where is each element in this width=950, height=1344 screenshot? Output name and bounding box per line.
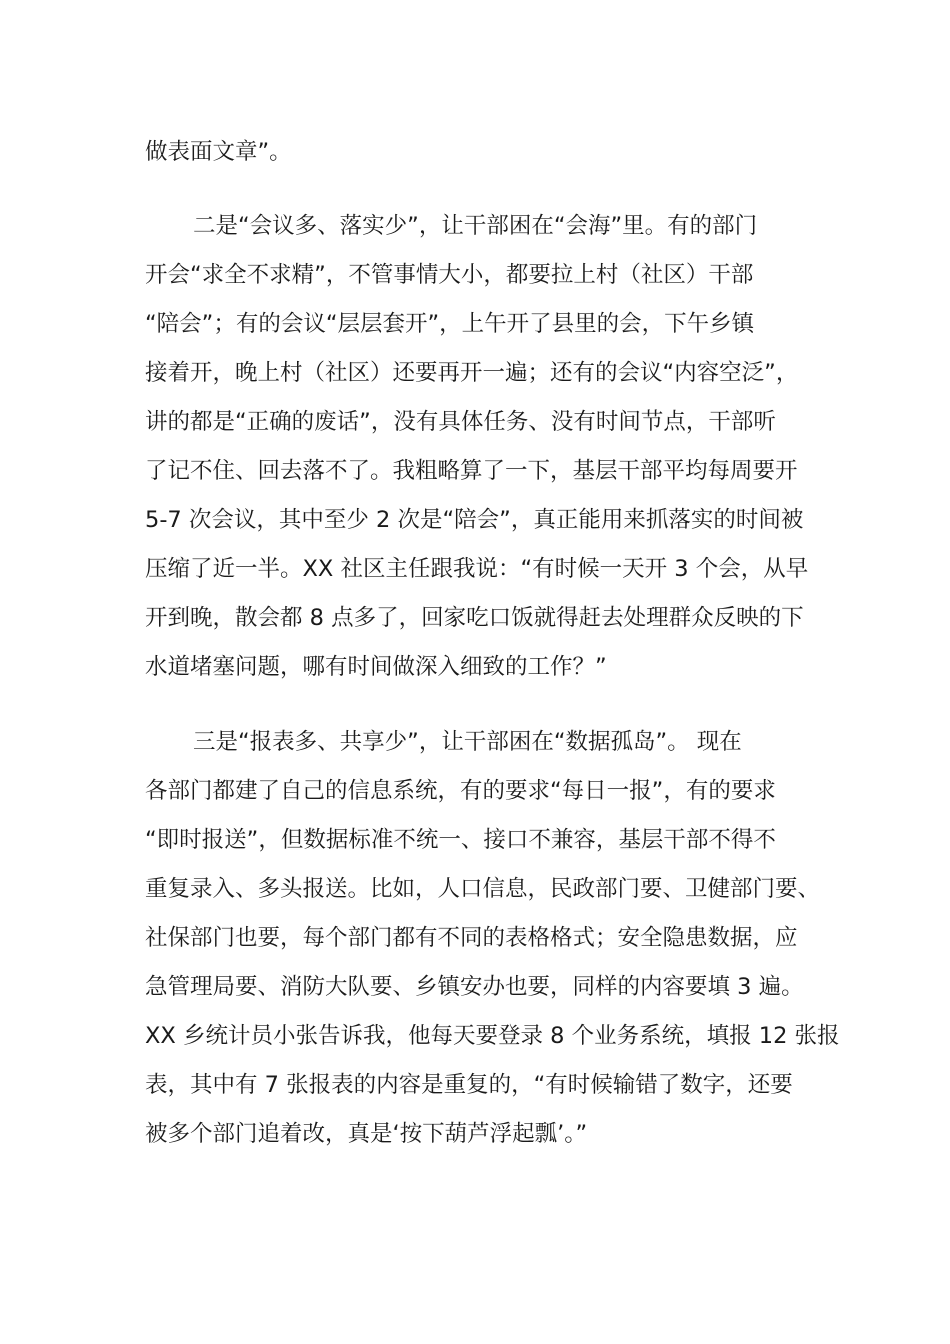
- text-line: 开会“求全不求精”，不管事情大小，都要拉上村（社区）干部: [145, 262, 754, 288]
- text-line: “即时报送”，但数据标准不统一、接口不兼容，基层干部不得不: [145, 827, 776, 853]
- text-line: 5-7 次会议，其中至少 2 次是“陪会”，真正能用来抓落实的时间被: [145, 507, 804, 533]
- text-line: 开到晚，散会都 8 点多了，回家吃口饭就得赶去处理群众反映的下: [145, 605, 804, 631]
- text-line: XX 乡统计员小张告诉我，他每天要登录 8 个业务系统，填报 12 张报: [145, 1023, 840, 1049]
- text-line: 社保部门也要，每个部门都有不同的表格格式；安全隐患数据，应: [145, 925, 798, 951]
- paragraph-first-line: 三是“报表多、共享少”，让干部困在“数据孤岛”。 现在: [193, 729, 742, 755]
- text-line: 接着开，晚上村（社区）还要再开一遍；还有的会议“内容空泛”，: [145, 360, 799, 386]
- paragraph-first-line: 二是“会议多、落实少”，让干部困在“会海”里。有的部门: [193, 213, 758, 239]
- text-line: “陪会”；有的会议“层层套开”，上午开了县里的会，下午乡镇: [145, 311, 755, 337]
- text-line: 水道堵塞问题，哪有时间做深入细致的工作？”: [145, 654, 607, 680]
- text-line: 压缩了近一半。XX 社区主任跟我说：“有时候一天开 3 个会，从早: [145, 556, 809, 582]
- text-line: 急管理局要、消防大队要、乡镇安办也要，同样的内容要填 3 遍。: [145, 974, 804, 1000]
- text-line: 被多个部门追着改，真是‘按下葫芦浮起瓢’。”: [145, 1121, 588, 1147]
- text-line: 各部门都建了自己的信息系统，有的要求“每日一报”，有的要求: [145, 778, 776, 804]
- text-line: 表，其中有 7 张报表的内容是重复的，“有时候输错了数字，还要: [145, 1072, 793, 1098]
- text-line: 重复录入、多头报送。比如，人口信息，民政部门要、卫健部门要、: [145, 876, 821, 902]
- text-line: 做表面文章”。: [145, 139, 292, 165]
- text-line: 了记不住、回去落不了。我粗略算了一下，基层干部平均每周要开: [145, 458, 798, 484]
- text-line: 讲的都是“正确的废话”，没有具体任务、没有时间节点，干部听: [145, 409, 776, 435]
